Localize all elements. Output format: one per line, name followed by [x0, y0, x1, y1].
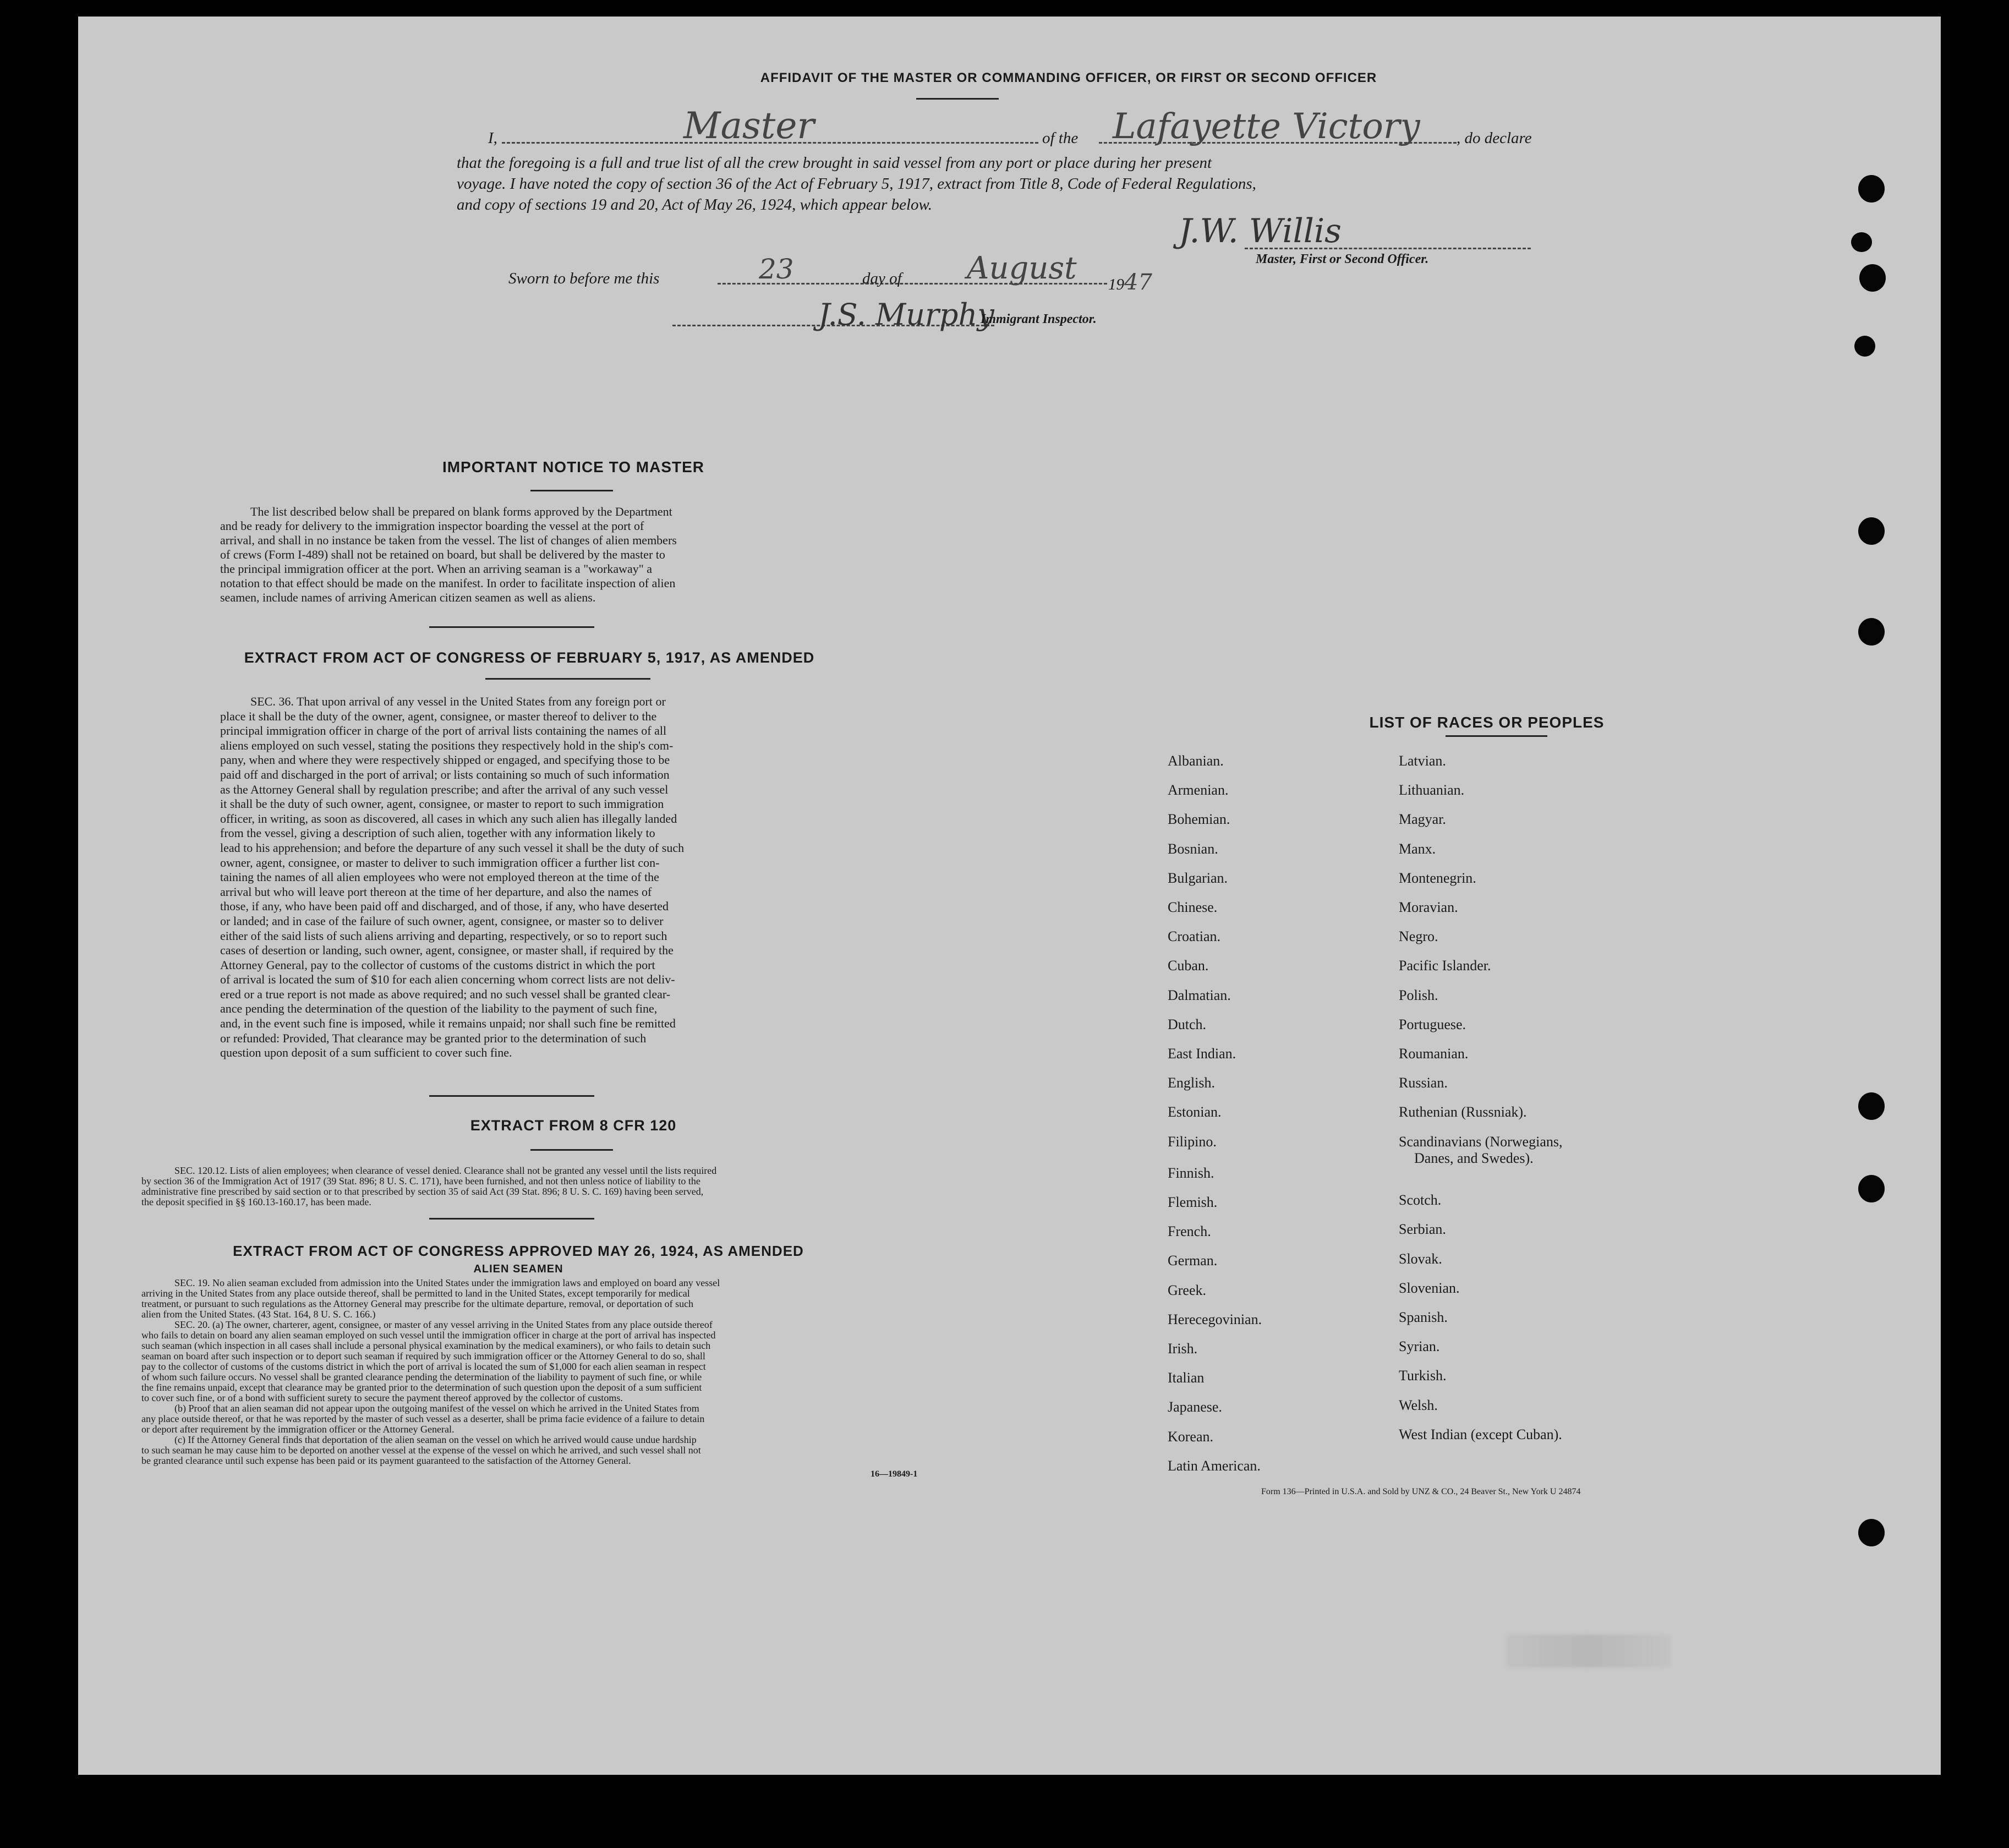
vessel-name-handwritten: Lafayette Victory	[1113, 106, 1420, 147]
binder-hole	[1858, 175, 1885, 203]
act-1924-line: pay to the collector of customs of the customs district in which the port of arrival is located the sum of $1,000 for each alien seaman in respect	[141, 1361, 706, 1372]
sworn-label: Sworn to before me this	[508, 270, 660, 287]
notice-body	[220, 505, 836, 605]
act-1924-line: treatment, or pursuant to such regulations as the Attorney General may prescribe for the ultimate departure, removal, or deportation of such	[141, 1298, 694, 1309]
act-1924-line: SEC. 20. (a) The owner, charterer, agent, consignee, or master of any vessel arriving in the United States from any place outside thereof	[174, 1319, 713, 1330]
act-1924-line: to such seaman he may cause him to be deported on another vessel at the expense of the vessel on which he arrived, and such vessel shall not	[141, 1445, 701, 1456]
cfr-line: SEC. 120.12. Lists of alien employees; when clearance of vessel denied. Clearance shall not be granted any vessel until the lists required	[174, 1165, 717, 1176]
declaration-line-3: and copy of sections 19 and 20, Act of May 26, 1924, which appear below.	[457, 196, 932, 214]
binder-hole	[1851, 232, 1872, 252]
notice-line: notation to that effect should be made on the manifest. In order to facilitate inspection of alien	[220, 576, 676, 590]
act-1917-line: either of the said lists of such aliens arriving and departing, respectively, or so to report such	[220, 928, 667, 943]
race-item: Magyar.	[1399, 811, 1446, 828]
inspector-caption: Immigrant Inspector.	[981, 312, 1097, 326]
act-1917-line: Attorney General, pay to the collector of customs of the customs district in which the port	[220, 958, 655, 972]
binder-hole	[1858, 618, 1885, 646]
race-item: Finnish.	[1168, 1164, 1214, 1181]
document-page	[78, 17, 1941, 1775]
race-item: Greek.	[1168, 1282, 1207, 1298]
notice-line: The list described below shall be prepared on blank forms approved by the Department	[250, 505, 672, 518]
act-1924-line: who fails to detain on board any alien seaman employed on such vessel until the immigration officer in charge at the port of arrival has inspected	[141, 1330, 716, 1341]
race-item: French.	[1168, 1223, 1211, 1240]
race-item: Herecegovinian.	[1168, 1311, 1262, 1327]
day-of-label: day of	[862, 270, 902, 287]
act-1917-line: place it shall be the duty of the owner, agent, consignee, or master thereof to deliver to the	[220, 709, 657, 723]
race-item: Dutch.	[1168, 1016, 1207, 1032]
act-1924-line: any place outside thereof, or that he was reported by the master of such vessel as a deserter, shall be prima facie evidence of a failure to detain	[141, 1413, 705, 1424]
act-1917-line: as the Attorney General shall by regulation prescribe; and after the arrival of any such vessel	[220, 782, 669, 796]
binder-hole	[1859, 264, 1886, 292]
race-item: Pacific Islander.	[1399, 958, 1491, 974]
act-1917-title: EXTRACT FROM ACT OF CONGRESS OF FEBRUARY 5, 1917, AS AMENDED	[244, 649, 815, 666]
race-item: Moravian.	[1399, 899, 1458, 915]
act-1924-line: the fine remains unpaid, except that clearance may be granted prior to the determination of such question upon the deposit of a sum sufficient	[141, 1382, 702, 1393]
divider	[429, 1218, 594, 1220]
notice-title: IMPORTANT NOTICE TO MASTER	[442, 458, 705, 475]
of-the-label: of the	[1042, 129, 1079, 147]
race-item: Slovak.	[1399, 1250, 1442, 1267]
act-1924-line: alien from the United States. (43 Stat. 164, 8 U. S. C. 166.)	[141, 1309, 376, 1320]
race-item: Russian.	[1399, 1075, 1448, 1091]
race-item: Ruthenian (Russniak).	[1399, 1104, 1527, 1120]
act-1924-subtitle: ALIEN SEAMEN	[473, 1263, 563, 1275]
act-1917-line: and, in the event such fine is imposed, while it remains unpaid; nor shall such fine be remitted	[220, 1016, 676, 1031]
race-item: West Indian (except Cuban).	[1399, 1426, 1562, 1442]
act-1924-line: to cover such fine, or of a bond with sufficient surety to secure the payment thereof approved by the collector of customs.	[141, 1392, 623, 1403]
binder-hole	[1858, 1092, 1885, 1120]
race-item: Albanian.	[1168, 753, 1224, 769]
year-suffix-handwritten: 47	[1124, 270, 1152, 295]
race-item: Chinese.	[1168, 899, 1218, 915]
race-item: Roumanian.	[1399, 1046, 1469, 1062]
notice-line: seamen, include names of arriving American citizen seamen as well as aliens.	[220, 591, 596, 604]
race-item: Irish.	[1168, 1341, 1198, 1357]
race-item: English.	[1168, 1075, 1215, 1091]
act-1924-line: such seaman (which inspection in all cases shall include a personal physical examination by the medical examiners), or who fails to detain such	[141, 1340, 711, 1351]
act-1924-line: (b) Proof that an alien seaman did not appear upon the outgoing manifest of the vessel on which he arrived in the United States from	[174, 1403, 699, 1414]
race-item: Serbian.	[1399, 1221, 1446, 1238]
race-item: Scotch.	[1399, 1192, 1442, 1209]
master-signature: J.W. Willis	[1179, 212, 1342, 250]
act-1917-line: principal immigration officer in charge of the port of arrival lists containing the names of all	[220, 724, 667, 738]
binder-hole	[1858, 517, 1885, 545]
race-item: Latin American.	[1168, 1457, 1261, 1474]
act-1924-title: EXTRACT FROM ACT OF CONGRESS APPROVED MAY 26, 1924, AS AMENDED	[233, 1243, 804, 1259]
sworn-day-handwritten: 23	[759, 253, 794, 285]
act-1917-line: taining the names of all alien employees who were not employed thereon at the time of the	[220, 870, 659, 884]
form-code: 16—19849-1	[871, 1469, 918, 1479]
race-item: Bohemian.	[1168, 811, 1230, 828]
race-item: Montenegrin.	[1399, 870, 1476, 886]
binder-hole	[1854, 336, 1875, 357]
notice-line: the principal immigration officer at the port. When an arriving seaman is a "workaway" a	[220, 562, 653, 576]
divider	[916, 98, 999, 100]
notice-line: and be ready for delivery to the immigration inspector boarding the vessel at the port of	[220, 519, 644, 533]
act-1917-line: cases of desertion or landing, such owner, agent, consignee, or master shall, if required by the	[220, 943, 674, 958]
act-1924-body	[141, 1278, 1000, 1466]
race-item: Estonian.	[1168, 1104, 1222, 1120]
act-1917-line: those, if any, who have been paid off and discharged, and of those, if any, who have deserted	[220, 899, 669, 914]
act-1917-line: ance pending the determination of the question of the liability to the payment of such fine,	[220, 1002, 658, 1016]
act-1917-line: paid off and discharged in the port of arrival; or lists containing so much of such information	[220, 767, 670, 781]
race-item: Bulgarian.	[1168, 870, 1228, 886]
race-item: Polish.	[1399, 987, 1438, 1003]
act-1917-line: officer, in writing, as soon as discovered, all cases in which any such alien has illegally landed	[220, 811, 677, 825]
act-1917-line: from the vessel, giving a description of such alien, together with any information likely to	[220, 826, 655, 840]
act-1917-body	[220, 695, 836, 1060]
race-item: Flemish.	[1168, 1194, 1218, 1210]
act-1917-line: arrival but who will leave port thereon at the time of her departure, and also the names of	[220, 884, 652, 899]
race-item: German.	[1168, 1253, 1218, 1269]
race-item: East Indian.	[1168, 1046, 1236, 1062]
act-1924-line: be granted clearance until such expense has been paid or its payment guaranteed to the satisfaction of the Attorney General.	[141, 1455, 631, 1466]
act-1917-line: of arrival is located the sum of $10 for each alien concerning whom correct lists are not deliv-	[220, 972, 675, 987]
race-item: Spanish.	[1399, 1309, 1448, 1325]
race-item: Welsh.	[1399, 1397, 1438, 1413]
master-name-handwritten: Master	[683, 105, 814, 147]
declaration-line-2: voyage. I have noted the copy of section 36 of the Act of February 5, 1917, extract from Title 8, Code of Federal Regulations,	[457, 175, 1256, 193]
signature-line	[1245, 248, 1531, 249]
divider	[530, 490, 613, 491]
year-prefix: 19	[1108, 276, 1124, 293]
act-1917-line: ered or a true report is not made as above required; and no such vessel shall be granted clear-	[220, 987, 671, 1001]
cfr-line: administrative fine prescribed by said section or to that prescribed by section 35 of said Act (39 Stat. 896; 8 U. S. C. 169) having been served,	[141, 1186, 704, 1197]
inspector-signature: J.S. Murphy	[818, 297, 994, 332]
divider	[1446, 735, 1547, 737]
race-item: Turkish.	[1399, 1368, 1447, 1384]
cfr-line: the deposit specified in §§ 160.13-160.17, has been made.	[141, 1196, 371, 1207]
act-1917-line: owner, agent, consignee, or master to deliver to such immigration officer a further list con-	[220, 855, 660, 870]
divider	[429, 626, 594, 628]
race-item: Latvian.	[1399, 753, 1446, 769]
notice-line: arrival, and shall in no instance be taken from the vessel. The list of changes of alien members	[220, 533, 677, 547]
race-item: Bosnian.	[1168, 840, 1218, 857]
divider	[485, 678, 650, 680]
cfr-body	[141, 1166, 1000, 1207]
race-item: Negro.	[1399, 928, 1438, 945]
act-1924-line: (c) If the Attorney General finds that deportation of the alien seaman on the vessel on which he arrived would cause undue hardship	[174, 1434, 697, 1445]
race-item: Syrian.	[1399, 1338, 1440, 1355]
race-item: Croatian.	[1168, 928, 1221, 945]
i-label: I,	[488, 129, 497, 147]
race-item: Danes, and Swedes).	[1414, 1150, 1534, 1166]
act-1917-line: or refunded: Provided, That clearance may be granted prior to the determination of such	[220, 1031, 647, 1045]
binder-hole	[1858, 1175, 1885, 1202]
race-item: Portuguese.	[1399, 1016, 1466, 1032]
race-item: Cuban.	[1168, 958, 1209, 974]
notice-line: of crews (Form I-489) shall not be retained on board, but shall be delivered by the master to	[220, 548, 665, 561]
cfr-line: by section 36 of the Immigration Act of 1917 (39 Stat. 896; 8 U. S. C. 171), have been furnished, and not then unless notice of liability to the	[141, 1175, 700, 1187]
divider	[530, 1149, 613, 1151]
act-1924-line: SEC. 19. No alien seaman excluded from admission into the United States under the immigration laws and employed on board any vessel	[174, 1277, 720, 1288]
affidavit-title: AFFIDAVIT OF THE MASTER OR COMMANDING OFFICER, OR FIRST OR SECOND OFFICER	[760, 70, 1377, 85]
printer-footer: Form 136—Printed in U.S.A. and Sold by UNZ & CO., 24 Beaver St., New York U 24874	[1261, 1487, 1581, 1496]
act-1917-line: pany, when and where they were respectively shipped or engaged, and specifying those to be	[220, 753, 670, 767]
race-item: Dalmatian.	[1168, 987, 1231, 1003]
act-1924-line: or deport after requirement by the immigration officer or the Attorney General.	[141, 1424, 455, 1435]
act-1924-line: seaman on board after such inspection or to deport such seaman if required by such immigration officer or the Attorney General to do so, shall	[141, 1351, 705, 1362]
races-title: LIST OF RACES OR PEOPLES	[1369, 714, 1605, 731]
binder-hole	[1858, 1519, 1885, 1546]
declaration-line-1: that the foregoing is a full and true list of all the crew brought in said vessel from any port or place during her present	[457, 154, 1212, 172]
race-item: Scandinavians (Norwegians,	[1399, 1133, 1563, 1150]
act-1924-line: of whom such failure occurs. No vessel shall be granted clearance pending the determination of the liability to payment of such fine, or while	[141, 1371, 702, 1382]
race-item: Italian	[1168, 1370, 1205, 1386]
day-line	[718, 283, 938, 285]
faint-marks	[1506, 1634, 1671, 1667]
do-declare-label: , do declare	[1457, 129, 1532, 147]
act-1917-line: it shall be the duty of such owner, agent, consignee, or master to report to such immigration	[220, 797, 664, 811]
act-1917-line: or landed; and in case of the failure of such owner, agent, consignee, or master so to deliver	[220, 914, 664, 928]
sworn-month-handwritten: August	[967, 250, 1077, 286]
race-item: Lithuanian.	[1399, 782, 1465, 799]
act-1917-line: lead to his apprehension; and before the departure of any such vessel it shall be the duty of such	[220, 840, 685, 855]
divider	[429, 1095, 594, 1097]
master-caption: Master, First or Second Officer.	[1256, 252, 1429, 266]
race-item: Manx.	[1399, 840, 1436, 857]
race-item: Filipino.	[1168, 1133, 1217, 1150]
act-1917-line: aliens employed on such vessel, stating the positions they respectively hold in the ship's com-	[220, 738, 674, 752]
race-item: Korean.	[1168, 1428, 1214, 1445]
act-1924-line: arriving in the United States from any place outside thereof, shall be permitted to land in the United States, except temporarily for medical	[141, 1288, 690, 1299]
cfr-title: EXTRACT FROM 8 CFR 120	[470, 1117, 677, 1134]
race-item: Japanese.	[1168, 1399, 1222, 1415]
act-1917-line: question upon deposit of a sum sufficient to cover such fine.	[220, 1046, 512, 1060]
act-1917-line: SEC. 36. That upon arrival of any vessel in the United States from any foreign port or	[250, 695, 666, 708]
race-item: Slovenian.	[1399, 1280, 1460, 1296]
race-item: Armenian.	[1168, 782, 1229, 799]
